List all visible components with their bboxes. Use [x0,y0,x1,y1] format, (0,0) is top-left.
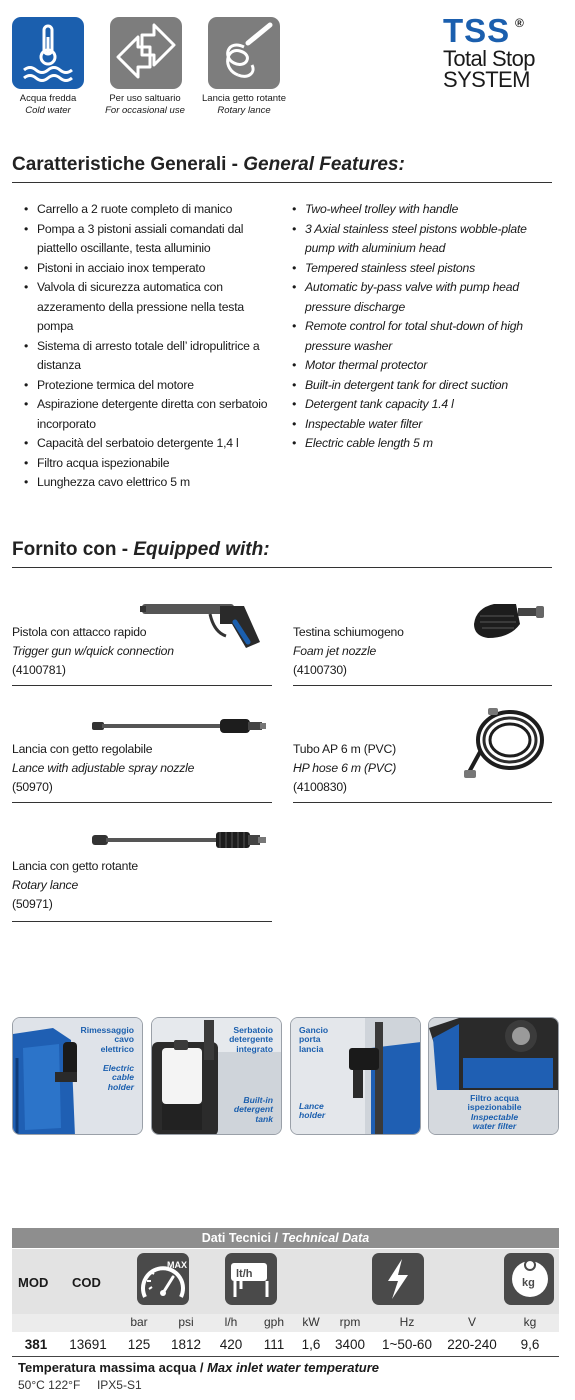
tss-logo [443,14,558,90]
rotary-lance-label-it: Lancia getto rotante [202,93,286,104]
cold-water-caption [0,93,103,117]
unit-psi: psi [178,1315,194,1329]
max-water-temp-en: Max inlet water temperature [207,1360,380,1375]
feature-item-it: • Pistoni in acciaio inox temperato [24,259,280,279]
tech-gph-value: 111 [263,1337,285,1352]
rotary-lance-caption [189,93,299,117]
equipped-item-code: (4100781) [12,663,66,677]
photo-label-line: elettrico [100,1043,134,1054]
equipped-item-label-it: Pistola con attacco rapido [12,625,147,639]
tech-cod-header: COD [72,1275,101,1290]
flow-rate-icon [225,1253,277,1305]
equipped-heading [12,539,552,568]
tss-line-1: Total Stop [443,46,535,71]
tech-kg-value: 9,6 [520,1337,540,1352]
weight-kg-text: kg [522,1277,535,1289]
equipped-divider [293,685,552,686]
unit-v: V [467,1315,476,1329]
photo-label-line: ispezionabile [467,1102,522,1113]
equipped-item-label-en: Lance with adjustable spray nozzle [12,761,195,775]
photo-cable-holder [12,1017,143,1135]
photo-label-line: cavo [114,1034,134,1045]
rotary-lance-label-en: Rotary lance [217,105,271,116]
equipped-divider [293,802,552,803]
occasional-use-icon [110,17,182,89]
feature-item-it: • Filtro acqua ispezionabile [24,454,280,474]
adjustable-lance-image [92,716,268,736]
unit-rpm: rpm [339,1315,361,1329]
equipped-title-en: Equipped with: [133,539,270,560]
feature-item-it: • Protezione termica del motore [24,376,280,396]
feature-item-en: • Built-in detergent tank for direct suction [292,376,558,396]
unit-kg: kg [523,1315,537,1329]
feature-item-it: • Aspirazione detergente diretta con serbatoio incorporato [24,395,280,434]
equipped-item-label-it: Testina schiumogeno [293,625,404,639]
equipped-item-code: (4100730) [293,663,347,677]
tech-data-title [12,1228,559,1248]
tech-title-it: Dati Tecnici / [201,1231,278,1245]
feature-item-en: • Remote control for total shut-down of high pressure washer [292,317,558,356]
photo-cable-holder-label-it [81,1026,135,1054]
photo-lance-holder-label-en [299,1102,325,1121]
equipped-item-label-it: Lancia con getto regolabile [12,742,153,756]
photo-label-line: Inspectable [470,1112,519,1122]
features-title-it: Caratteristiche Generali - [12,154,238,175]
feature-item-it: • Carrello a 2 ruote completo di manico [24,200,280,220]
equipped-divider [12,921,272,922]
photo-detergent-tank-label-en [234,1096,273,1124]
feature-item-en: • Detergent tank capacity 1.4 l [292,395,558,415]
equipped-item-hp-hose [293,740,396,797]
tech-mod-header: MOD [18,1275,49,1290]
tech-hz-value: 1~50-60 [382,1337,432,1352]
rotary-lance-icon [208,17,280,89]
tech-bottom-rule [12,1356,559,1357]
feature-item-en: • 3 Axial stainless steel pistons wobble-plate pump with aluminium head [292,220,558,259]
tech-psi-value: 1812 [170,1337,202,1352]
cold-water-label-en: Cold water [25,105,71,116]
equipped-item-trigger-gun [12,623,174,680]
photo-lance-holder-label-it [299,1026,328,1054]
photo-label-line: Rimessaggio [80,1025,134,1035]
pressure-max-icon [137,1253,189,1305]
photo-cable-holder-label-en [103,1064,134,1092]
feature-item-it: • Valvola di sicurezza automatica con azzeramento della pressione nella testa pompa [24,278,280,337]
photo-water-filter-label-it [429,1094,559,1113]
equipped-item-label-en: Foam jet nozzle [293,644,377,658]
photo-label-line: detergent [233,1104,273,1115]
equipped-title-it: Fornito con - [12,539,129,560]
unit-bar: bar [130,1315,148,1329]
photo-label-line: cable [112,1072,134,1083]
feature-item-en: • Two-wheel trolley with handle [292,200,558,220]
occasional-use-label-it: Per uso saltuario [109,93,181,104]
unit-lh: l/h [224,1315,238,1329]
feature-item-it: • Capacità del serbatoio detergente 1,4 l [24,434,280,454]
photo-label-line: Built-in [243,1095,273,1105]
equipped-item-rotary-lance [12,857,138,914]
weight-kg-icon [504,1253,554,1305]
equipped-item-label-en: Trigger gun w/quick connection [12,644,174,658]
photo-label-line: Gancio [299,1025,329,1035]
features-title-en: General Features: [243,154,405,175]
photo-detergent-tank [151,1017,282,1135]
tech-kw-value: 1,6 [301,1337,321,1352]
tech-v-value: 220-240 [447,1337,497,1352]
equipped-item-code: (50971) [12,897,53,911]
cold-water-label-it: Acqua fredda [19,93,77,104]
tss-brand: TSS [443,12,511,49]
features-heading [12,154,552,183]
cold-water-icon [12,17,84,89]
equipped-item-label-it: Tubo AP 6 m (PVC) [293,742,396,756]
equipped-item-code: (50970) [12,780,53,794]
equipped-item-foam-nozzle [293,623,404,680]
flow-rate-text: lt/h [236,1268,253,1280]
power-lightning-icon [372,1253,424,1305]
photo-label-line: porta [299,1034,321,1045]
max-water-temp-label [18,1360,379,1375]
photo-water-filter-label-en [429,1113,559,1132]
unit-hz: Hz [399,1315,415,1329]
feature-item-en: • Motor thermal protector [292,356,558,376]
photo-label-line: Serbatoio [233,1025,273,1035]
feature-item-it: • Pompa a 3 pistoni assiali comandati dal piattello oscillante, testa alluminio [24,220,280,259]
equipped-divider [12,685,272,686]
photo-label-line: water filter [472,1121,517,1132]
equipped-item-adjustable-lance [12,740,194,797]
photo-label-line: detergente [229,1034,273,1045]
max-water-temp-it: Temperatura massima acqua / [18,1360,204,1375]
tech-bar-value: 125 [127,1337,151,1352]
feature-item-en: • Electric cable length 5 m [292,434,558,454]
photo-label-line: Filtro acqua [470,1093,519,1103]
tss-registered-mark: ® [515,16,524,30]
occasional-use-label-en: For occasional use [105,105,185,116]
hp-hose-image [464,704,548,780]
photo-label-line: lancia [299,1043,324,1054]
unit-gph: gph [263,1315,285,1329]
feature-item-it: • Lunghezza cavo elettrico 5 m [24,473,280,493]
photo-water-filter [428,1017,559,1135]
feature-item-en: • Inspectable water filter [292,415,558,435]
equipped-item-label-en: HP hose 6 m (PVC) [293,761,397,775]
foam-nozzle-image [470,598,546,642]
feature-item-en: • Tempered stainless steel pistons [292,259,558,279]
occasional-use-caption [90,93,200,117]
max-water-temp-values: 50°C 122°F IPX5-S1 [18,1378,142,1392]
photo-label-line: Electric [102,1063,134,1073]
photo-label-line: holder [107,1081,134,1092]
photo-label-line: holder [299,1110,326,1121]
tech-lh-value: 420 [219,1337,243,1352]
photo-label-line: Lance [299,1101,324,1111]
tech-mod-value: 381 [24,1337,48,1352]
features-list-it [24,200,280,493]
feature-item-it: • Sistema di arresto totale dell’ idropulitrice a distanza [24,337,280,376]
equipped-divider [12,802,272,803]
photo-lance-holder [290,1017,421,1135]
unit-kw: kW [302,1315,320,1329]
photo-detergent-tank-label-it [229,1026,273,1054]
tech-title-en: Technical Data [281,1231,370,1245]
tech-rpm-value: 3400 [334,1337,366,1352]
rotary-lance-image [92,829,268,851]
tech-cod-value: 13691 [69,1337,107,1352]
equipped-item-label-it: Lancia con getto rotante [12,859,138,873]
pressure-max-text: MAX [167,1260,187,1270]
feature-item-en: • Automatic by-pass valve with pump head pressure discharge [292,278,558,317]
equipped-item-label-en: Rotary lance [12,878,79,892]
features-list-en [292,200,558,454]
photo-label-line: tank [255,1113,273,1124]
equipped-item-code: (4100830) [293,780,347,794]
tss-line-2: SYSTEM [443,67,530,92]
photo-label-line: integrato [236,1043,273,1054]
